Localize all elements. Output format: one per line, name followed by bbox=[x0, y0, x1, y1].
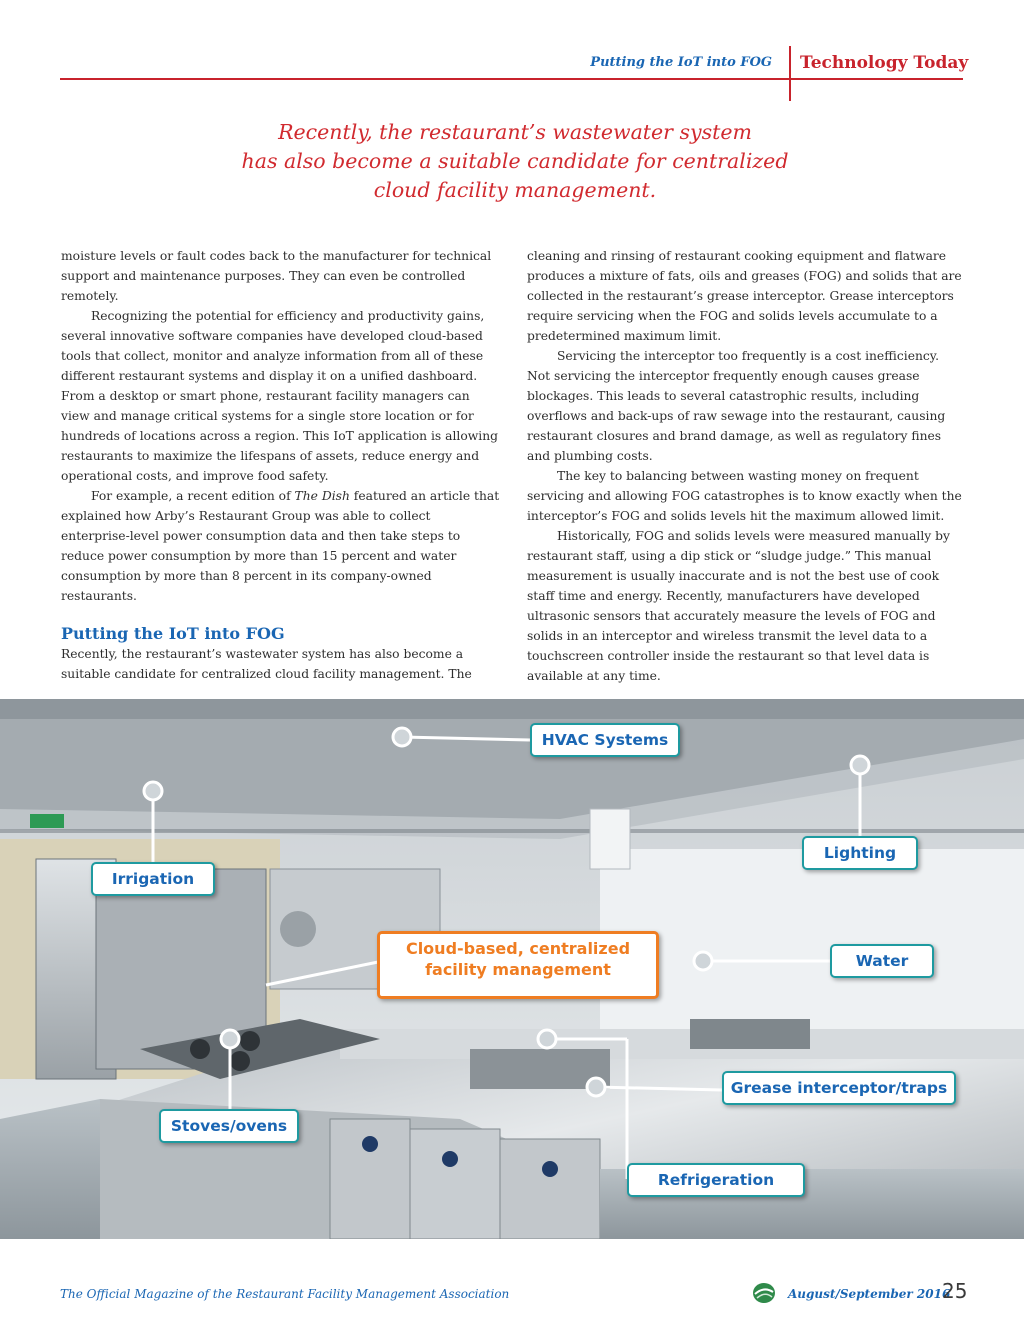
body-paragraph: cleaning and rinsing of restaurant cooking equipment and flatware produces a mixture of fats, oils and greases (FOG) and solids that are collected in the restaurant’s grease interceptor. Grease interceptors require servicing when the FOG and solids levels accumulate to a predetermined maximum limit. bbox=[527, 249, 962, 343]
footer-issue-date: August/September 2016 bbox=[788, 1287, 951, 1301]
pull-quote-line: has also become a suitable candidate for centralized bbox=[241, 149, 789, 173]
header-divider bbox=[789, 46, 791, 101]
left-column bbox=[61, 246, 501, 684]
rfma-logo-icon bbox=[752, 1282, 776, 1304]
callout-stoves-ovens: Stoves/ovens bbox=[159, 1109, 299, 1143]
publication-title: The Dish bbox=[294, 489, 350, 503]
pull-quote-line: cloud facility management. bbox=[373, 178, 657, 202]
stoves-node-icon bbox=[221, 1030, 239, 1048]
right-column bbox=[527, 246, 965, 686]
header-department-title: Technology Today bbox=[800, 53, 969, 73]
body-text: For example, a recent edition of bbox=[91, 489, 295, 503]
callout-refrigeration: Refrigeration bbox=[627, 1163, 805, 1197]
page-number: 25 bbox=[942, 1279, 968, 1303]
water-node-icon bbox=[694, 952, 712, 970]
body-paragraph: Servicing the interceptor too frequently is a cost inefficiency. Not servicing the interceptor frequently enough causes grease blockages. This leads to several catastrophic results, including overflows and back-ups of raw sewage into the restaurant, causing restaurant closures and brand damage, as well as regulatory fines and plumbing costs. bbox=[527, 349, 946, 463]
grease-node-icon bbox=[587, 1078, 605, 1096]
body-paragraph: moisture levels or fault codes back to the manufacturer for technical support and maintenance purposes. They can even be controlled remotely. bbox=[61, 249, 492, 303]
body-paragraph bbox=[61, 486, 501, 606]
callout-irrigation: Irrigation bbox=[91, 862, 215, 896]
header-rule bbox=[60, 78, 963, 80]
header-section-title: Putting the IoT into FOG bbox=[590, 55, 772, 70]
body-text: featured an article that explained how Arby’s Restaurant Group was able to collect enterprise-level power consumption data and then take steps to reduce power consumption by more than 15 percent and water consumption by more than 8 percent in its company-owned restaurants. bbox=[61, 489, 500, 603]
callout-water: Water bbox=[830, 944, 934, 978]
body-paragraph: The key to balancing between wasting money on frequent servicing and allowing FOG catastrophes is to know exactly when the interceptor’s FOG and solids levels hit the maximum allowed limit. bbox=[527, 469, 962, 523]
refrigeration-node-icon bbox=[538, 1030, 556, 1048]
callout-cloud-line: facility management bbox=[425, 960, 611, 979]
pull-quote-line: Recently, the restaurant’s wastewater system bbox=[278, 120, 752, 144]
body-paragraph: Recently, the restaurant’s wastewater system has also become a suitable candidate for centralized cloud facility management. The bbox=[61, 647, 472, 681]
callout-grease-interceptor: Grease interceptor/traps bbox=[722, 1071, 956, 1105]
footer-magazine-name: The Official Magazine of the Restaurant Facility Management Association bbox=[60, 1287, 510, 1301]
body-paragraph: Historically, FOG and solids levels were measured manually by restaurant staff, using a dip stick or “sludge judge.” This manual measurement is usually inaccurate and is not the best use of cook staff time and energy. Recently, manufacturers have developed ultrasonic sensors that accurately measure the levels of FOG and solids in an interceptor and wireless transmit the level data to a touchscreen controller inside the restaurant so that level data is available at any time. bbox=[527, 529, 950, 683]
irrigation-node-icon bbox=[144, 782, 162, 800]
hvac-node-icon bbox=[393, 728, 411, 746]
callout-lighting: Lighting bbox=[802, 836, 918, 870]
pull-quote bbox=[200, 118, 830, 205]
callout-hvac-systems: HVAC Systems bbox=[530, 723, 680, 757]
callout-cloud-line: Cloud-based, centralized bbox=[405, 939, 631, 958]
section-heading: Putting the IoT into FOG bbox=[61, 624, 285, 643]
kitchen-photo bbox=[0, 699, 1024, 1239]
callout-cloud-facility-management bbox=[377, 931, 659, 999]
lighting-node-icon bbox=[851, 756, 869, 774]
body-paragraph: Recognizing the potential for efficiency and productivity gains, several innovative software companies have developed cloud-based tools that collect, monitor and analyze information from all of these different restaurant systems and display it on a unified dashboard. From a desktop or smart phone, restaurant facility managers can view and manage critical systems for a single store location or for hundreds of locations across a region. This IoT application is allowing restaurants to maximize the lifespans of assets, reduce energy and operational costs, and improve food safety. bbox=[61, 309, 498, 483]
